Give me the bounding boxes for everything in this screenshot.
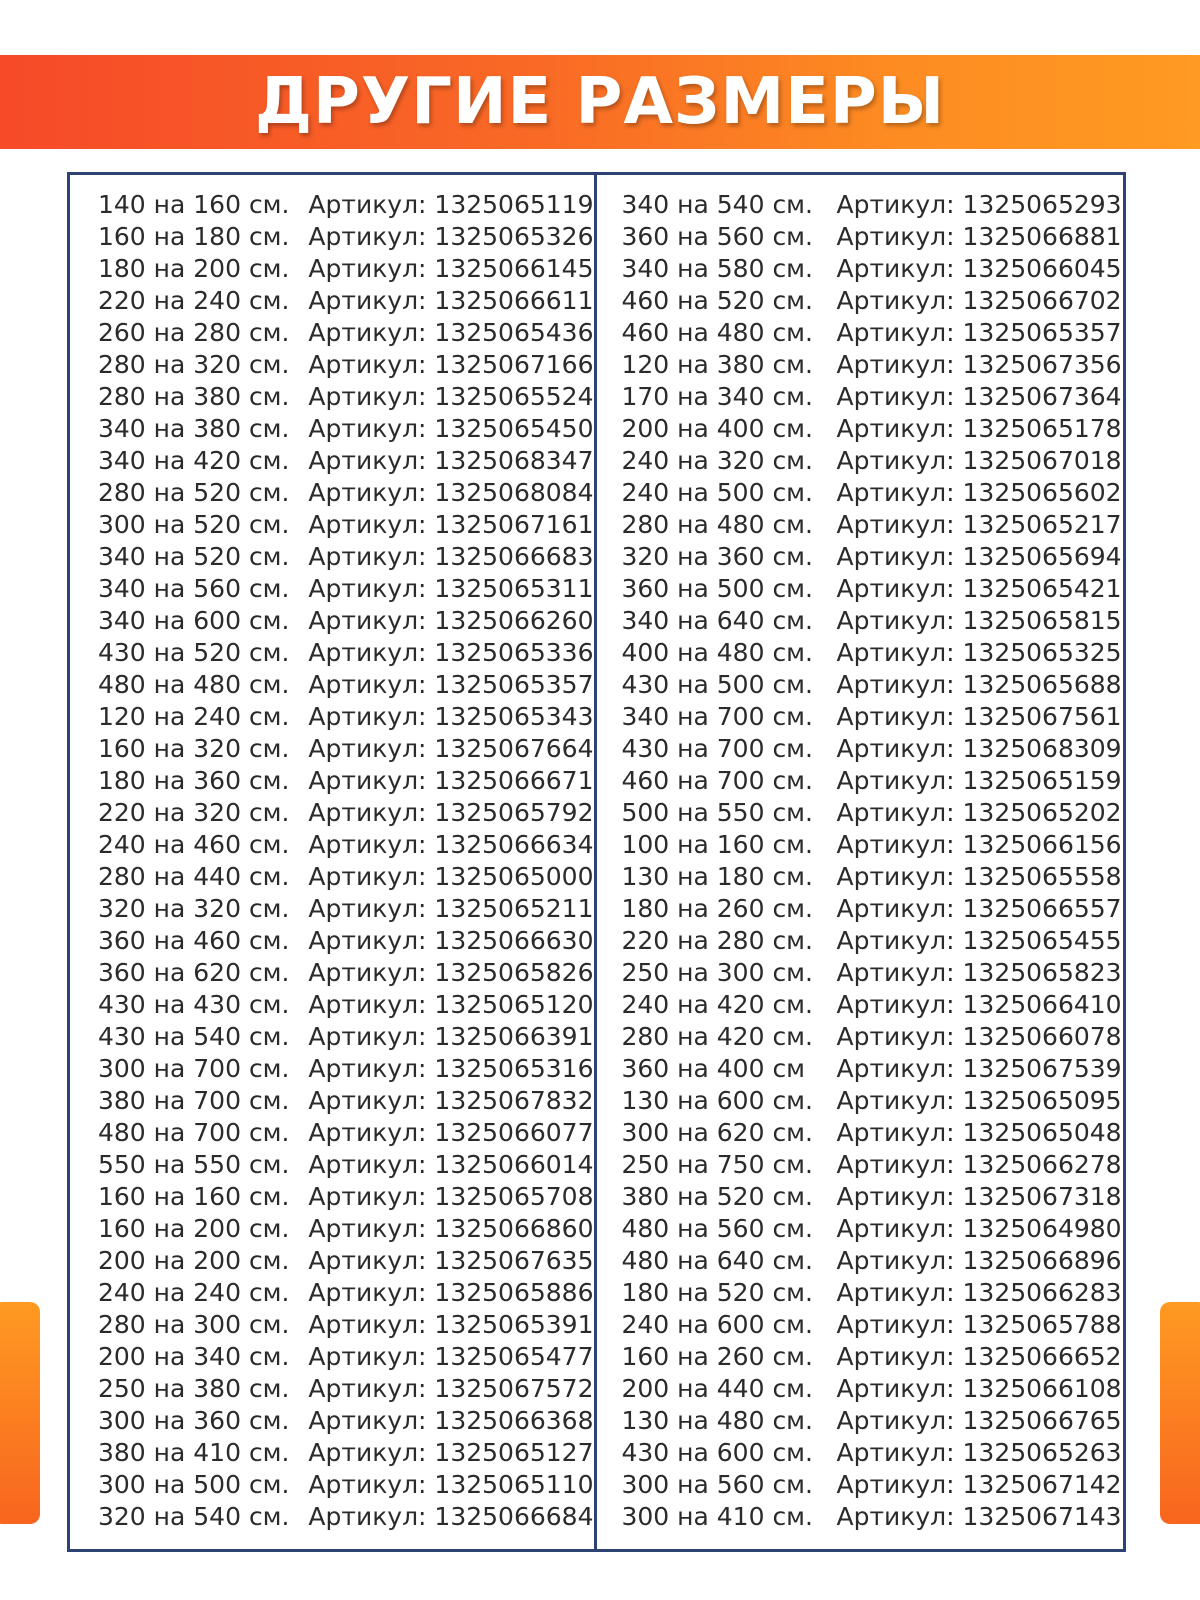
article-label: Артикул: 1325065815 bbox=[836, 606, 1122, 635]
article-label: Артикул: 1325066014 bbox=[308, 1150, 594, 1179]
size-row bbox=[70, 413, 594, 445]
size-label: 160 на 160 см. bbox=[98, 1182, 290, 1211]
article-label: Артикул: 1325064980 bbox=[836, 1214, 1122, 1243]
size-row bbox=[597, 1085, 1124, 1117]
size-row bbox=[70, 637, 594, 669]
right-side-tab bbox=[1160, 1302, 1200, 1524]
article-label: Артикул: 1325065159 bbox=[836, 766, 1122, 795]
size-label: 120 на 380 см. bbox=[621, 350, 813, 379]
size-row bbox=[70, 1405, 594, 1437]
size-row bbox=[70, 797, 594, 829]
article-label: Артикул: 1325065326 bbox=[308, 222, 594, 251]
size-row bbox=[70, 1341, 594, 1373]
size-row bbox=[70, 1085, 594, 1117]
size-row bbox=[70, 701, 594, 733]
size-label: 430 на 430 см. bbox=[98, 990, 290, 1019]
size-label: 130 на 600 см. bbox=[621, 1086, 813, 1115]
size-label: 380 на 520 см. bbox=[621, 1182, 813, 1211]
article-label: Артикул: 1325068347 bbox=[308, 446, 594, 475]
size-label: 280 на 480 см. bbox=[621, 510, 813, 539]
size-label: 430 на 520 см. bbox=[98, 638, 290, 667]
size-label: 180 на 520 см. bbox=[621, 1278, 813, 1307]
article-label: Артикул: 1325065455 bbox=[836, 926, 1122, 955]
article-label: Артикул: 1325065694 bbox=[836, 542, 1122, 571]
size-row bbox=[70, 381, 594, 413]
size-row bbox=[597, 605, 1124, 637]
article-label: Артикул: 1325066652 bbox=[836, 1342, 1122, 1371]
article-label: Артикул: 1325066391 bbox=[308, 1022, 594, 1051]
article-label: Артикул: 1325067572 bbox=[308, 1374, 594, 1403]
size-row bbox=[597, 1405, 1124, 1437]
size-label: 460 на 520 см. bbox=[621, 286, 813, 315]
size-label: 360 на 560 см. bbox=[621, 222, 813, 251]
size-row bbox=[597, 509, 1124, 541]
size-label: 300 на 520 см. bbox=[98, 510, 290, 539]
size-row bbox=[597, 349, 1124, 381]
size-row bbox=[597, 573, 1124, 605]
size-row bbox=[597, 1117, 1124, 1149]
size-row bbox=[597, 861, 1124, 893]
size-label: 460 на 700 см. bbox=[621, 766, 813, 795]
article-label: Артикул: 1325066045 bbox=[836, 254, 1122, 283]
size-label: 480 на 700 см. bbox=[98, 1118, 290, 1147]
article-label: Артикул: 1325065000 bbox=[308, 862, 594, 891]
size-label: 320 на 320 см. bbox=[98, 894, 290, 923]
size-row bbox=[70, 1437, 594, 1469]
page-title: ДРУГИЕ РАЗМЕРЫ bbox=[254, 65, 946, 139]
size-row bbox=[70, 893, 594, 925]
size-row bbox=[70, 221, 594, 253]
size-label: 360 на 460 см. bbox=[98, 926, 290, 955]
size-row bbox=[70, 1277, 594, 1309]
size-row bbox=[70, 477, 594, 509]
size-label: 220 на 320 см. bbox=[98, 798, 290, 827]
size-row bbox=[597, 1245, 1124, 1277]
size-row bbox=[597, 253, 1124, 285]
article-label: Артикул: 1325066108 bbox=[836, 1374, 1122, 1403]
size-row bbox=[597, 1149, 1124, 1181]
article-label: Артикул: 1325066634 bbox=[308, 830, 594, 859]
article-label: Артикул: 1325065357 bbox=[836, 318, 1122, 347]
size-row bbox=[597, 317, 1124, 349]
size-label: 250 на 380 см. bbox=[98, 1374, 290, 1403]
size-label: 240 на 600 см. bbox=[621, 1310, 813, 1339]
article-label: Артикул: 1325065602 bbox=[836, 478, 1122, 507]
article-label: Артикул: 1325068084 bbox=[308, 478, 594, 507]
size-label: 100 на 160 см. bbox=[621, 830, 813, 859]
article-label: Артикул: 1325067664 bbox=[308, 734, 594, 763]
size-label: 170 на 340 см. bbox=[621, 382, 813, 411]
size-row bbox=[597, 413, 1124, 445]
size-row bbox=[70, 1181, 594, 1213]
size-row bbox=[70, 1053, 594, 1085]
size-label: 340 на 420 см. bbox=[98, 446, 290, 475]
article-label: Артикул: 1325065357 bbox=[308, 670, 594, 699]
article-label: Артикул: 1325067018 bbox=[836, 446, 1122, 475]
size-label: 360 на 620 см. bbox=[98, 958, 290, 987]
size-label: 280 на 420 см. bbox=[621, 1022, 813, 1051]
article-label: Артикул: 1325067364 bbox=[836, 382, 1122, 411]
article-label: Артикул: 1325067561 bbox=[836, 702, 1122, 731]
article-label: Артикул: 1325065336 bbox=[308, 638, 594, 667]
article-label: Артикул: 1325065211 bbox=[308, 894, 594, 923]
size-label: 500 на 550 см. bbox=[621, 798, 813, 827]
article-label: Артикул: 1325065886 bbox=[308, 1278, 594, 1307]
size-row bbox=[70, 1117, 594, 1149]
size-label: 200 на 200 см. bbox=[98, 1246, 290, 1275]
size-row bbox=[70, 573, 594, 605]
article-label: Артикул: 1325067635 bbox=[308, 1246, 594, 1275]
size-row bbox=[597, 1213, 1124, 1245]
size-label: 250 на 300 см. bbox=[621, 958, 813, 987]
size-row bbox=[597, 221, 1124, 253]
size-label: 240 на 460 см. bbox=[98, 830, 290, 859]
article-label: Артикул: 1325065293 bbox=[836, 190, 1122, 219]
size-label: 220 на 280 см. bbox=[621, 926, 813, 955]
size-row bbox=[70, 989, 594, 1021]
size-row bbox=[70, 1213, 594, 1245]
article-label: Артикул: 1325065688 bbox=[836, 670, 1122, 699]
size-row bbox=[70, 349, 594, 381]
article-label: Артикул: 1325066410 bbox=[836, 990, 1122, 1019]
sizes-table bbox=[67, 172, 1126, 1552]
article-label: Артикул: 1325065178 bbox=[836, 414, 1122, 443]
size-label: 240 на 500 см. bbox=[621, 478, 813, 507]
size-row bbox=[597, 381, 1124, 413]
size-label: 300 на 410 см. bbox=[621, 1502, 813, 1531]
size-label: 430 на 540 см. bbox=[98, 1022, 290, 1051]
size-label: 200 на 400 см. bbox=[621, 414, 813, 443]
article-label: Артикул: 1325066278 bbox=[836, 1150, 1122, 1179]
size-label: 480 на 640 см. bbox=[621, 1246, 813, 1275]
size-row bbox=[70, 1501, 594, 1533]
article-label: Артикул: 1325066881 bbox=[836, 222, 1122, 251]
left-column bbox=[70, 175, 597, 1549]
article-label: Артикул: 1325066896 bbox=[836, 1246, 1122, 1275]
size-label: 160 на 200 см. bbox=[98, 1214, 290, 1243]
size-row bbox=[597, 733, 1124, 765]
article-label: Артикул: 1325066156 bbox=[836, 830, 1122, 859]
size-label: 340 на 520 см. bbox=[98, 542, 290, 571]
size-row bbox=[597, 1309, 1124, 1341]
size-row bbox=[70, 1469, 594, 1501]
size-label: 430 на 600 см. bbox=[621, 1438, 813, 1467]
size-label: 130 на 180 см. bbox=[621, 862, 813, 891]
article-label: Артикул: 1325065436 bbox=[308, 318, 594, 347]
size-row bbox=[597, 925, 1124, 957]
size-label: 320 на 360 см. bbox=[621, 542, 813, 571]
size-row bbox=[597, 765, 1124, 797]
size-row bbox=[70, 1021, 594, 1053]
size-row bbox=[70, 541, 594, 573]
size-row bbox=[597, 541, 1124, 573]
size-label: 340 на 380 см. bbox=[98, 414, 290, 443]
article-label: Артикул: 1325067539 bbox=[836, 1054, 1122, 1083]
size-row bbox=[597, 1053, 1124, 1085]
article-label: Артикул: 1325066077 bbox=[308, 1118, 594, 1147]
article-label: Артикул: 1325067143 bbox=[836, 1502, 1122, 1531]
article-label: Артикул: 1325065217 bbox=[836, 510, 1122, 539]
article-label: Артикул: 1325065524 bbox=[308, 382, 594, 411]
left-side-tab bbox=[0, 1302, 40, 1524]
size-label: 240 на 320 см. bbox=[621, 446, 813, 475]
size-row bbox=[597, 1021, 1124, 1053]
size-label: 340 на 560 см. bbox=[98, 574, 290, 603]
article-label: Артикул: 1325066557 bbox=[836, 894, 1122, 923]
size-label: 250 на 750 см. bbox=[621, 1150, 813, 1179]
size-label: 550 на 550 см. bbox=[98, 1150, 290, 1179]
article-label: Артикул: 1325066368 bbox=[308, 1406, 594, 1435]
size-label: 460 на 480 см. bbox=[621, 318, 813, 347]
article-label: Артикул: 1325065048 bbox=[836, 1118, 1122, 1147]
size-row bbox=[597, 637, 1124, 669]
size-row bbox=[70, 317, 594, 349]
size-row bbox=[70, 669, 594, 701]
article-label: Артикул: 1325067161 bbox=[308, 510, 594, 539]
size-label: 180 на 200 см. bbox=[98, 254, 290, 283]
article-label: Артикул: 1325065823 bbox=[836, 958, 1122, 987]
article-label: Артикул: 1325065788 bbox=[836, 1310, 1122, 1339]
size-row bbox=[70, 861, 594, 893]
size-label: 160 на 320 см. bbox=[98, 734, 290, 763]
size-label: 320 на 540 см. bbox=[98, 1502, 290, 1531]
article-label: Артикул: 1325065110 bbox=[308, 1470, 594, 1499]
size-label: 430 на 700 см. bbox=[621, 734, 813, 763]
size-row bbox=[70, 605, 594, 637]
article-label: Артикул: 1325065558 bbox=[836, 862, 1122, 891]
size-label: 340 на 700 см. bbox=[621, 702, 813, 731]
article-label: Артикул: 1325066630 bbox=[308, 926, 594, 955]
size-label: 240 на 240 см. bbox=[98, 1278, 290, 1307]
size-label: 140 на 160 см. bbox=[98, 190, 290, 219]
size-label: 240 на 420 см. bbox=[621, 990, 813, 1019]
article-label: Артикул: 1325066860 bbox=[308, 1214, 594, 1243]
size-row bbox=[597, 445, 1124, 477]
size-label: 280 на 300 см. bbox=[98, 1310, 290, 1339]
size-row bbox=[597, 285, 1124, 317]
size-row bbox=[597, 477, 1124, 509]
size-row bbox=[597, 797, 1124, 829]
size-label: 280 на 320 см. bbox=[98, 350, 290, 379]
size-row bbox=[70, 1309, 594, 1341]
size-row bbox=[70, 285, 594, 317]
size-label: 280 на 520 см. bbox=[98, 478, 290, 507]
article-label: Артикул: 1325065119 bbox=[308, 190, 594, 219]
size-row bbox=[70, 189, 594, 221]
article-label: Артикул: 1325067832 bbox=[308, 1086, 594, 1115]
size-label: 160 на 180 см. bbox=[98, 222, 290, 251]
article-label: Артикул: 1325067142 bbox=[836, 1470, 1122, 1499]
size-row bbox=[70, 733, 594, 765]
article-label: Артикул: 1325065343 bbox=[308, 702, 594, 731]
size-label: 300 на 620 см. bbox=[621, 1118, 813, 1147]
size-row bbox=[597, 701, 1124, 733]
size-label: 380 на 410 см. bbox=[98, 1438, 290, 1467]
article-label: Артикул: 1325065120 bbox=[308, 990, 594, 1019]
article-label: Артикул: 1325065477 bbox=[308, 1342, 594, 1371]
article-label: Артикул: 1325066684 bbox=[308, 1502, 594, 1531]
size-row bbox=[70, 509, 594, 541]
size-label: 200 на 440 см. bbox=[621, 1374, 813, 1403]
size-label: 340 на 600 см. bbox=[98, 606, 290, 635]
size-row bbox=[70, 925, 594, 957]
article-label: Артикул: 1325065450 bbox=[308, 414, 594, 443]
size-label: 180 на 260 см. bbox=[621, 894, 813, 923]
article-label: Артикул: 1325067318 bbox=[836, 1182, 1122, 1211]
size-row bbox=[597, 1501, 1124, 1533]
article-label: Артикул: 1325065311 bbox=[308, 574, 594, 603]
size-label: 120 на 240 см. bbox=[98, 702, 290, 731]
size-row bbox=[597, 1437, 1124, 1469]
article-label: Артикул: 1325066683 bbox=[308, 542, 594, 571]
article-label: Артикул: 1325067356 bbox=[836, 350, 1122, 379]
right-column bbox=[597, 175, 1124, 1549]
size-label: 480 на 480 см. bbox=[98, 670, 290, 699]
size-row bbox=[597, 669, 1124, 701]
size-label: 480 на 560 см. bbox=[621, 1214, 813, 1243]
size-row bbox=[70, 1149, 594, 1181]
article-label: Артикул: 1325065263 bbox=[836, 1438, 1122, 1467]
size-row bbox=[597, 989, 1124, 1021]
size-label: 360 на 500 см. bbox=[621, 574, 813, 603]
article-label: Артикул: 1325066145 bbox=[308, 254, 594, 283]
title-banner bbox=[0, 55, 1200, 149]
article-label: Артикул: 1325065325 bbox=[836, 638, 1122, 667]
size-label: 130 на 480 см. bbox=[621, 1406, 813, 1435]
article-label: Артикул: 1325066671 bbox=[308, 766, 594, 795]
size-label: 180 на 360 см. bbox=[98, 766, 290, 795]
size-label: 280 на 380 см. bbox=[98, 382, 290, 411]
size-label: 300 на 360 см. bbox=[98, 1406, 290, 1435]
size-label: 340 на 640 см. bbox=[621, 606, 813, 635]
article-label: Артикул: 1325066078 bbox=[836, 1022, 1122, 1051]
size-label: 340 на 580 см. bbox=[621, 254, 813, 283]
size-label: 300 на 500 см. bbox=[98, 1470, 290, 1499]
size-row bbox=[597, 1341, 1124, 1373]
size-label: 160 на 260 см. bbox=[621, 1342, 813, 1371]
size-row bbox=[70, 445, 594, 477]
size-row bbox=[597, 957, 1124, 989]
article-label: Артикул: 1325066283 bbox=[836, 1278, 1122, 1307]
article-label: Артикул: 1325065127 bbox=[308, 1438, 594, 1467]
size-label: 360 на 400 см bbox=[621, 1054, 806, 1083]
size-row bbox=[597, 1277, 1124, 1309]
size-row bbox=[597, 829, 1124, 861]
article-label: Артикул: 1325066702 bbox=[836, 286, 1122, 315]
article-label: Артикул: 1325066611 bbox=[308, 286, 594, 315]
article-label: Артикул: 1325067166 bbox=[308, 350, 594, 379]
size-row bbox=[70, 765, 594, 797]
size-row bbox=[70, 1245, 594, 1277]
article-label: Артикул: 1325065095 bbox=[836, 1086, 1122, 1115]
article-label: Артикул: 1325066765 bbox=[836, 1406, 1122, 1435]
size-label: 380 на 700 см. bbox=[98, 1086, 290, 1115]
size-row bbox=[70, 253, 594, 285]
size-row bbox=[597, 893, 1124, 925]
size-label: 300 на 560 см. bbox=[621, 1470, 813, 1499]
article-label: Артикул: 1325068309 bbox=[836, 734, 1122, 763]
article-label: Артикул: 1325066260 bbox=[308, 606, 594, 635]
size-row bbox=[597, 1469, 1124, 1501]
article-label: Артикул: 1325065826 bbox=[308, 958, 594, 987]
size-row bbox=[597, 1373, 1124, 1405]
size-row bbox=[70, 829, 594, 861]
article-label: Артикул: 1325065316 bbox=[308, 1054, 594, 1083]
article-label: Артикул: 1325065421 bbox=[836, 574, 1122, 603]
size-label: 280 на 440 см. bbox=[98, 862, 290, 891]
size-row bbox=[597, 1181, 1124, 1213]
size-label: 300 на 700 см. bbox=[98, 1054, 290, 1083]
size-label: 260 на 280 см. bbox=[98, 318, 290, 347]
size-row bbox=[597, 189, 1124, 221]
size-label: 340 на 540 см. bbox=[621, 190, 813, 219]
size-label: 200 на 340 см. bbox=[98, 1342, 290, 1371]
size-label: 400 на 480 см. bbox=[621, 638, 813, 667]
article-label: Артикул: 1325065202 bbox=[836, 798, 1122, 827]
article-label: Артикул: 1325065391 bbox=[308, 1310, 594, 1339]
article-label: Артикул: 1325065708 bbox=[308, 1182, 594, 1211]
size-label: 220 на 240 см. bbox=[98, 286, 290, 315]
size-row bbox=[70, 1373, 594, 1405]
size-row bbox=[70, 957, 594, 989]
size-label: 430 на 500 см. bbox=[621, 670, 813, 699]
article-label: Артикул: 1325065792 bbox=[308, 798, 594, 827]
